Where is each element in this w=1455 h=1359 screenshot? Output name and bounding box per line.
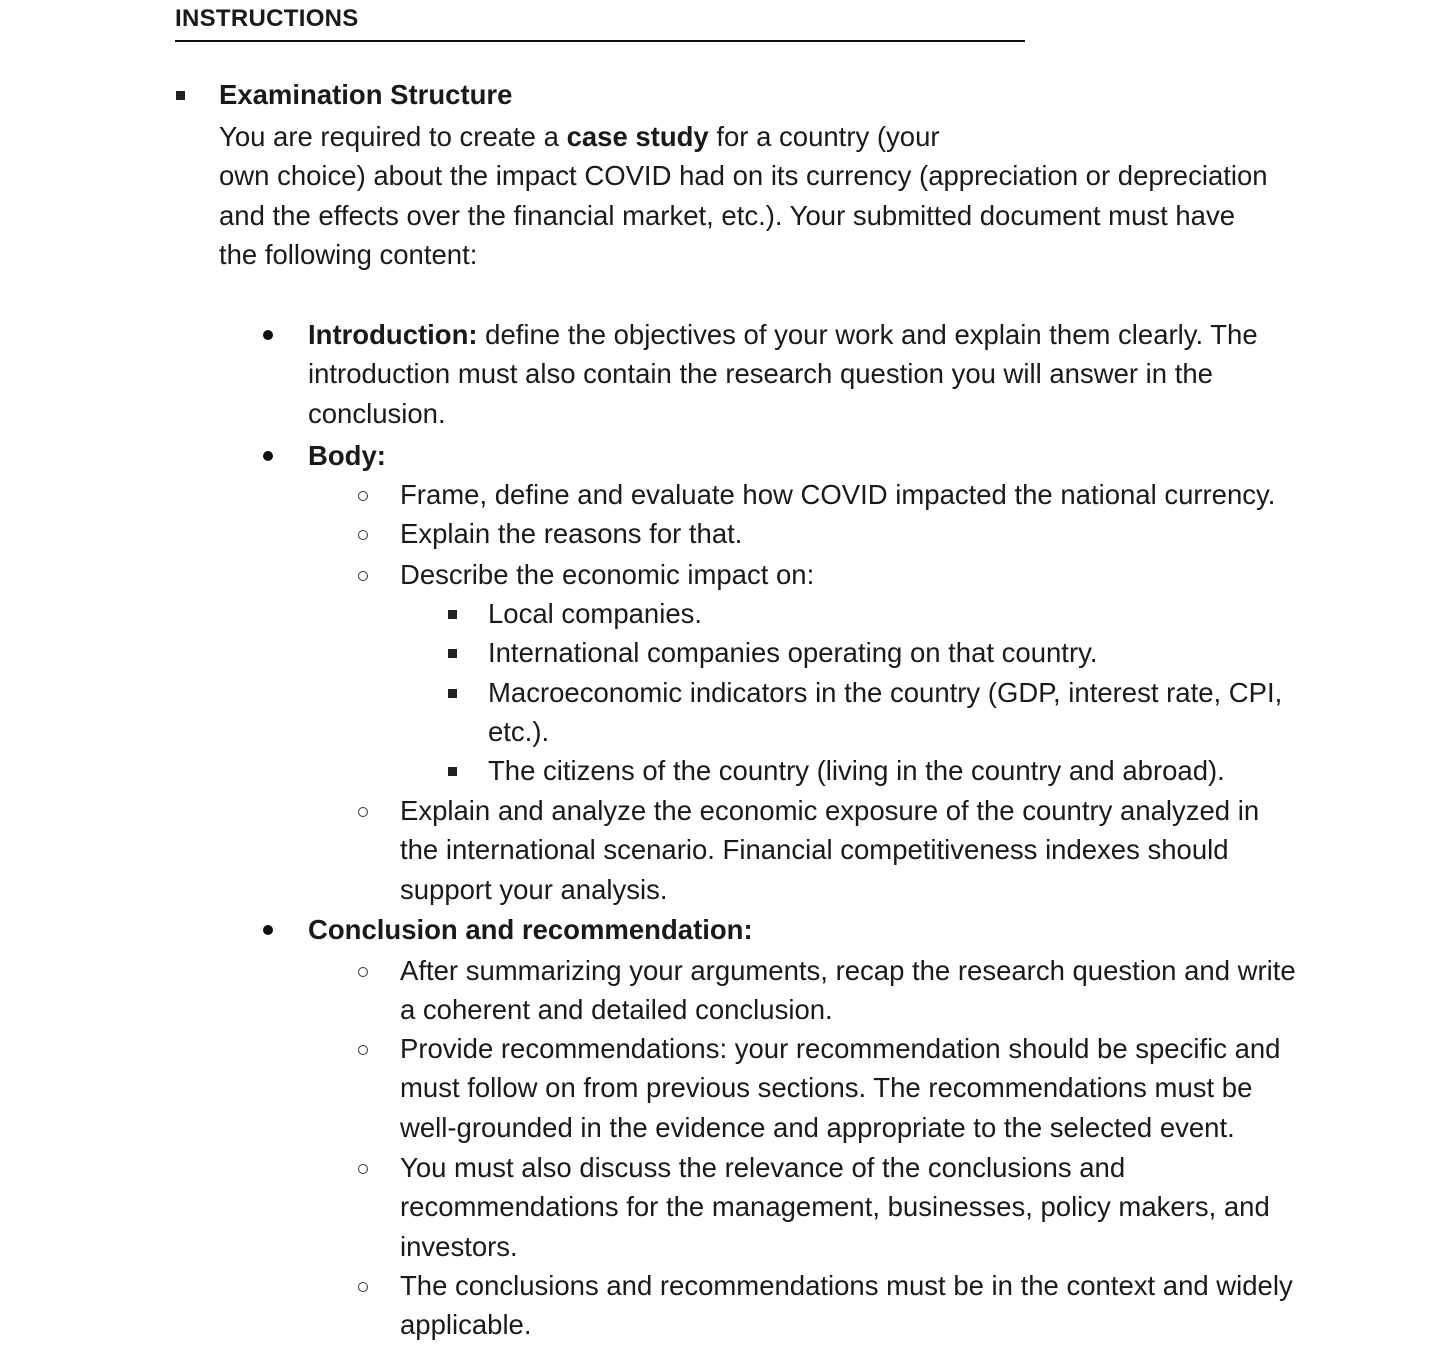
text-run: for a country (your — [708, 121, 940, 152]
text-run: introduction must also contain the research question you will answer in the — [308, 358, 1213, 390]
square-bullet-icon — [448, 610, 457, 619]
text-run: After summarizing your arguments, recap the research question and write — [400, 955, 1296, 986]
list-item-level-2 — [400, 1148, 1270, 1266]
text-run: Macroeconomic indicators in the country (GDP, interest rate, CPI, — [488, 677, 1283, 708]
list-item-level-1 — [308, 910, 753, 949]
text-line — [400, 1108, 1280, 1147]
text-line — [400, 514, 742, 553]
list-item-level-2 — [400, 555, 814, 594]
text-run: applicable. — [400, 1309, 532, 1341]
text-line — [219, 196, 1268, 235]
text-run: Describe the economic impact on: — [400, 559, 815, 590]
document-title: INSTRUCTIONS — [175, 5, 359, 32]
text-run: You must also discuss the relevance of the conclusions and — [400, 1152, 1126, 1183]
text-line — [400, 830, 1259, 869]
text-run: Explain and analyze the economic exposure of the country analyzed in — [400, 795, 1260, 826]
circle-bullet-icon — [358, 1282, 368, 1292]
text-run: define the objectives of your work and explain them clearly. The — [477, 319, 1258, 350]
text-run: and the effects over the financial market, etc.). Your submitted document must have — [219, 199, 1236, 231]
text-line — [488, 594, 702, 633]
text-line — [400, 1029, 1280, 1068]
text-run: The citizens of the country (living in the country and abroad). — [488, 755, 1225, 786]
text-line — [308, 436, 386, 475]
text-run: conclusion. — [308, 397, 446, 429]
circle-bullet-icon — [358, 967, 368, 977]
list-item-level-2 — [400, 951, 1296, 1030]
text-line — [400, 555, 814, 594]
list-item-level-1 — [308, 436, 386, 475]
text-line — [400, 990, 1296, 1029]
text-line — [400, 1305, 1293, 1344]
text-run: etc.). — [488, 716, 550, 748]
list-item-level-1 — [308, 315, 1258, 433]
text-line — [219, 235, 1268, 274]
text-run: recommendations for the management, businesses, policy makers, and — [400, 1191, 1270, 1223]
text-run: a coherent and detailed conclusion. — [400, 994, 833, 1026]
text-run: must follow on from previous sections. The recommendations must be — [400, 1072, 1253, 1104]
text-run: Frame, define and evaluate how COVID impacted the national currency. — [400, 479, 1276, 510]
text-run: International companies operating on that country. — [488, 637, 1098, 668]
text-line — [400, 791, 1259, 830]
square-bullet-icon — [448, 767, 457, 776]
text-line — [400, 1148, 1270, 1187]
text-line — [219, 156, 1268, 195]
circle-bullet-icon — [358, 530, 368, 540]
text-line — [488, 673, 1282, 712]
text-line — [308, 394, 1258, 433]
text-line — [488, 633, 1097, 672]
text-line — [400, 870, 1259, 909]
text-line — [488, 712, 1282, 751]
circle-bullet-icon — [358, 807, 368, 817]
text-run: investors. — [400, 1230, 518, 1262]
square-bullet-icon — [448, 649, 457, 658]
circle-bullet-icon — [358, 1045, 368, 1055]
section-heading: Examination Structure — [219, 79, 513, 110]
section-intro-paragraph — [219, 117, 1268, 274]
text-run: own choice) about the impact COVID had on its currency (appreciation or depreciation — [219, 160, 1268, 192]
bold-text: Introduction: — [308, 319, 478, 350]
text-run: the international scenario. Financial competitiveness indexes should — [400, 834, 1229, 866]
text-run: The conclusions and recommendations must be in the context and widely — [400, 1270, 1293, 1301]
list-item-level-2 — [400, 514, 742, 553]
title-underline — [175, 40, 1025, 42]
text-line — [400, 1227, 1270, 1266]
bold-text: Body: — [308, 440, 386, 471]
text-line — [400, 475, 1275, 514]
text-run: support your analysis. — [400, 873, 668, 905]
square-bullet-icon — [176, 91, 185, 100]
text-run: Provide recommendations: your recommendation should be specific and — [400, 1033, 1281, 1064]
list-item-level-3 — [488, 751, 1225, 790]
disc-bullet-icon — [263, 330, 273, 340]
text-run: Local companies. — [488, 598, 703, 629]
list-item-level-3 — [488, 594, 702, 633]
text-line — [400, 1068, 1280, 1107]
text-line — [308, 354, 1258, 393]
text-line — [219, 117, 1268, 156]
circle-bullet-icon — [358, 1164, 368, 1174]
list-item-level-3 — [488, 633, 1097, 672]
text-line — [308, 315, 1258, 354]
circle-bullet-icon — [358, 491, 368, 501]
text-line — [400, 1266, 1293, 1305]
list-item-level-3 — [488, 673, 1282, 752]
bold-text: case study — [566, 121, 709, 152]
disc-bullet-icon — [263, 925, 273, 935]
text-run: You are required to create a — [219, 121, 567, 152]
list-item-level-2 — [400, 1266, 1293, 1345]
text-line — [400, 1187, 1270, 1226]
text-line — [400, 951, 1296, 990]
text-line — [308, 910, 753, 949]
bold-text: Conclusion and recommendation: — [308, 914, 753, 945]
square-bullet-icon — [448, 689, 457, 698]
list-item-level-2 — [400, 475, 1275, 514]
text-line — [488, 751, 1225, 790]
list-item-level-2 — [400, 1029, 1280, 1147]
circle-bullet-icon — [358, 571, 368, 581]
text-run: well-grounded in the evidence and appropriate to the selected event. — [400, 1111, 1235, 1143]
text-run: Explain the reasons for that. — [400, 518, 743, 549]
disc-bullet-icon — [263, 451, 273, 461]
list-item-level-2 — [400, 791, 1259, 909]
text-run: the following content: — [219, 238, 478, 270]
